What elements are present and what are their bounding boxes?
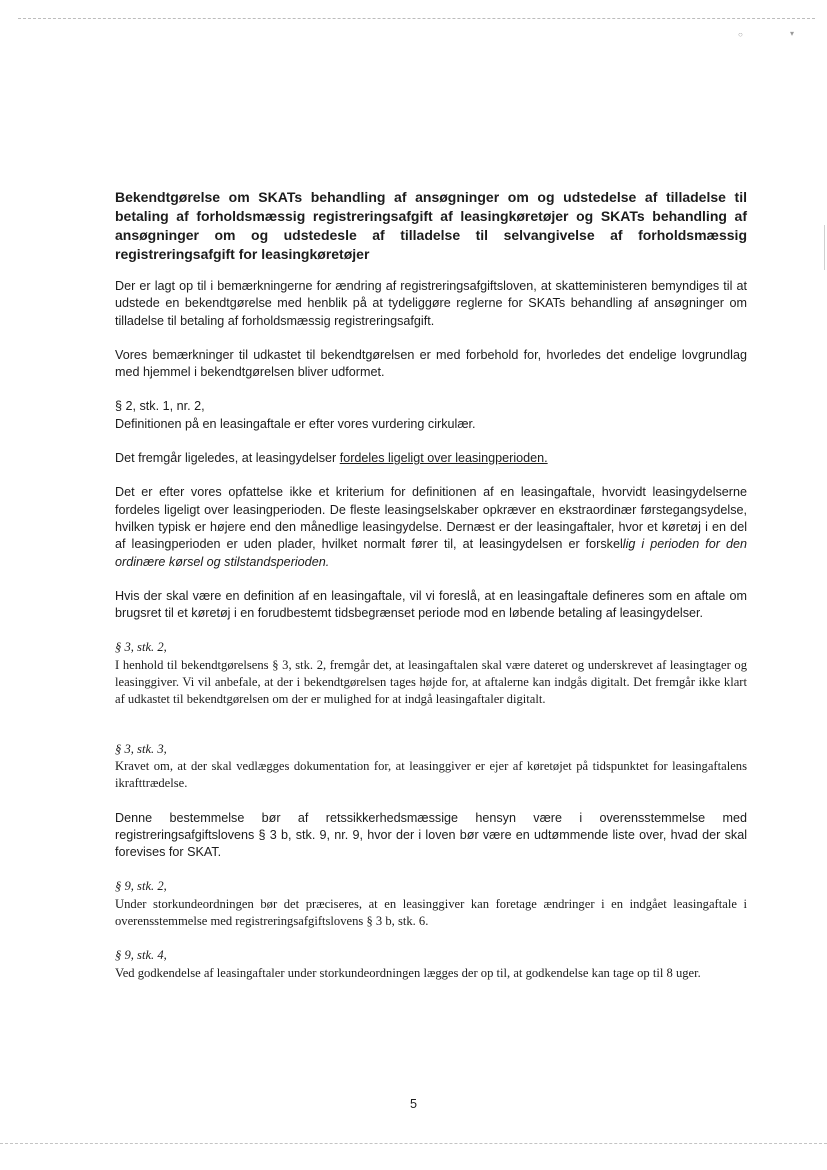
document-page [115, 188, 747, 982]
section-3-3-text-2: Denne bestemmelse bør af retssikkerhedsmæssige hensyn være i overensstemmelse med registreringsafgiftslovens § 3 b, stk. 9, nr. 9, hvor der i loven bør være en udtømmende liste over, hvad der skal forevises for SKAT. [115, 810, 747, 860]
scan-speck: ▾ [790, 29, 795, 38]
section-3-3-text: Kravet om, at der skal vedlægges dokumentation for, at leasinggiver er ejer af køretøjet på tidspunktet for leasingaftalens ikrafttrædelse. [115, 758, 747, 791]
section-9-4-heading: § 9, stk. 4, [115, 948, 167, 963]
section-2-underlined-phrase: fordeles ligeligt over leasingperioden. [339, 451, 548, 466]
scan-border-top [18, 18, 815, 19]
section-2-followup-text: Det fremgår ligeledes, at leasingydelser [115, 451, 340, 466]
section-2-explanation [115, 484, 747, 570]
section-2-explanation-text: Det er efter vores opfattelse ikke et kriterium for definitionen af en leasingaftale, hvorvidt leasingydelserne fordeles ligeligt over leasingperioden. De fleste leasingselskaber opkræver en ekstraordinær førstegangsydelse, hvilken typisk er højere end den månedlige leasingydelse. Dernæst er der leasingaftaler, hvor et køretøj i en del af leasingperioden er uden plader, hvilket normalt fører til, at leasingydelsen er forskel [115, 485, 747, 552]
section-9-4-text: Ved godkendelse af leasingaftaler under storkundeordningen lægges der op til, at godkendelse kan tage op til 8 uger. [115, 965, 701, 980]
scan-border-bottom [0, 1143, 827, 1144]
section-2-followup [115, 450, 747, 467]
intro-paragraph: Der er lagt op til i bemærkningerne for ændring af registreringsafgiftsloven, at skatteministeren bemyndiges til at udstede en bekendtgørelse med henblik på at tydeliggøre reglerne for SKATs behandling af ansøgninger om tilladelse til betaling af forholdsmæssig registreringsafgift. [115, 279, 747, 328]
section-2-text: Definitionen på en leasingaftale er efter vores vurdering cirkulær. [115, 416, 476, 431]
section-2-heading: § 2, stk. 1, nr. 2, [115, 399, 205, 414]
section-3-3-heading: § 3, stk. 3, [115, 741, 167, 756]
document-title: Bekendtgørelse om SKATs behandling af ansøgninger om og udstedelse af tilladelse til betaling af forholdsmæssig registreringsafgift af leasingkøretøjer og SKATs behandling af ansøgninger om og udstedesle af tilladelse til selvangivelse af forholdsmæssig registreringsafgift for leasingkøretøjer [115, 189, 747, 262]
section-3-2-heading: § 3, stk. 2, [115, 640, 167, 655]
section-9-2-text: Under storkundeordningen bør det præciseres, at en leasinggiver kan foretage ændringer i en indgået leasingaftale i overensstemmelse med registreringsafgiftslovens § 3 b, stk. 6. [115, 896, 747, 929]
scan-speck: ○ [738, 30, 743, 39]
page-number: 5 [409, 1097, 417, 1111]
section-3-2-text: I henhold til bekendtgørelsens § 3, stk. 2, fremgår det, at leasingaftalen skal være dateret og underskrevet af leasingtager og leasinggiver. Vi vil anbefale, at der i bekendtgørelsen tages højde for, at aftalerne kan indgås digitalt. Det fremgår ikke klart af udkastet til bekendtgørelsen om der er mulighed for at indgå leasingaftaler digitalt. [115, 657, 747, 707]
section-2-proposal: Hvis der skal være en definition af en leasingaftale, vil vi foreslå, at en leasingaftale defineres som en aftale om brugsret til et køretøj i en forudbestemt tidsbegrænset periode mod en løbende betaling af leasingydelser. [115, 588, 747, 621]
section-9-2-heading: § 9, stk. 2, [115, 879, 167, 894]
scan-mark [824, 225, 825, 270]
section-2-explanation-italic: lig i perioden for den ordinære kørsel og stilstandsperioden. [115, 537, 747, 569]
intro-reservation-paragraph: Vores bemærkninger til udkastet til bekendtgørelsen er med forbehold for, hvorledes det endelige lovgrundlag med hjemmel i bekendtgørelsen bliver udformet. [115, 347, 747, 380]
